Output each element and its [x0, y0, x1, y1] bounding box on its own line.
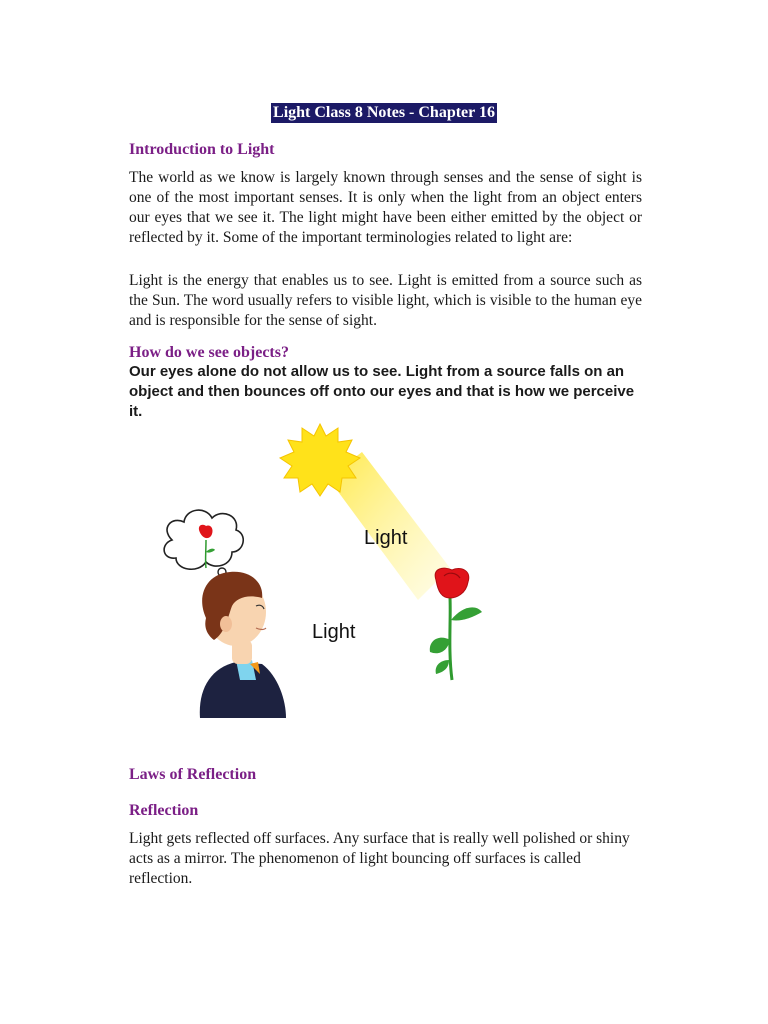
rose-icon: [430, 568, 482, 680]
boy-icon: [200, 572, 286, 718]
paragraph-how-we-see: Our eyes alone do not allow us to see. Light from a source falls on an object and then bounces off onto our eyes and that is how we perceive it.: [129, 363, 635, 420]
heading-laws-of-reflection: Laws of Reflection: [129, 766, 257, 783]
heading-how-we-see: How do we see objects?: [129, 344, 289, 361]
heading-reflection: Reflection: [129, 802, 199, 819]
label-light-reflected: Light: [312, 621, 356, 643]
paragraph-intro-senses: The world as we know is largely known through senses and the sense of sight is one of the most important senses. It is only when the light from an object enters our eyes that we see it. The light might have been either emitted by the object or reflected by it. Some of the important terminologies related to light are:: [129, 169, 642, 246]
label-light-incident: Light: [364, 527, 408, 549]
heading-introduction: Introduction to Light: [129, 141, 275, 158]
paragraph-light-definition: Light is the energy that enables us to see. Light is emitted from a source such as the Sun. The word usually refers to visible light, which is visible to the human eye and is responsible for the sense of sight.: [129, 272, 642, 329]
page-title: Light Class 8 Notes - Chapter 16: [273, 104, 495, 121]
paragraph-reflection: Light gets reflected off surfaces. Any surface that is really well polished or shiny acts as a mirror. The phenomenon of light bouncing off surfaces is called reflection.: [129, 830, 630, 887]
